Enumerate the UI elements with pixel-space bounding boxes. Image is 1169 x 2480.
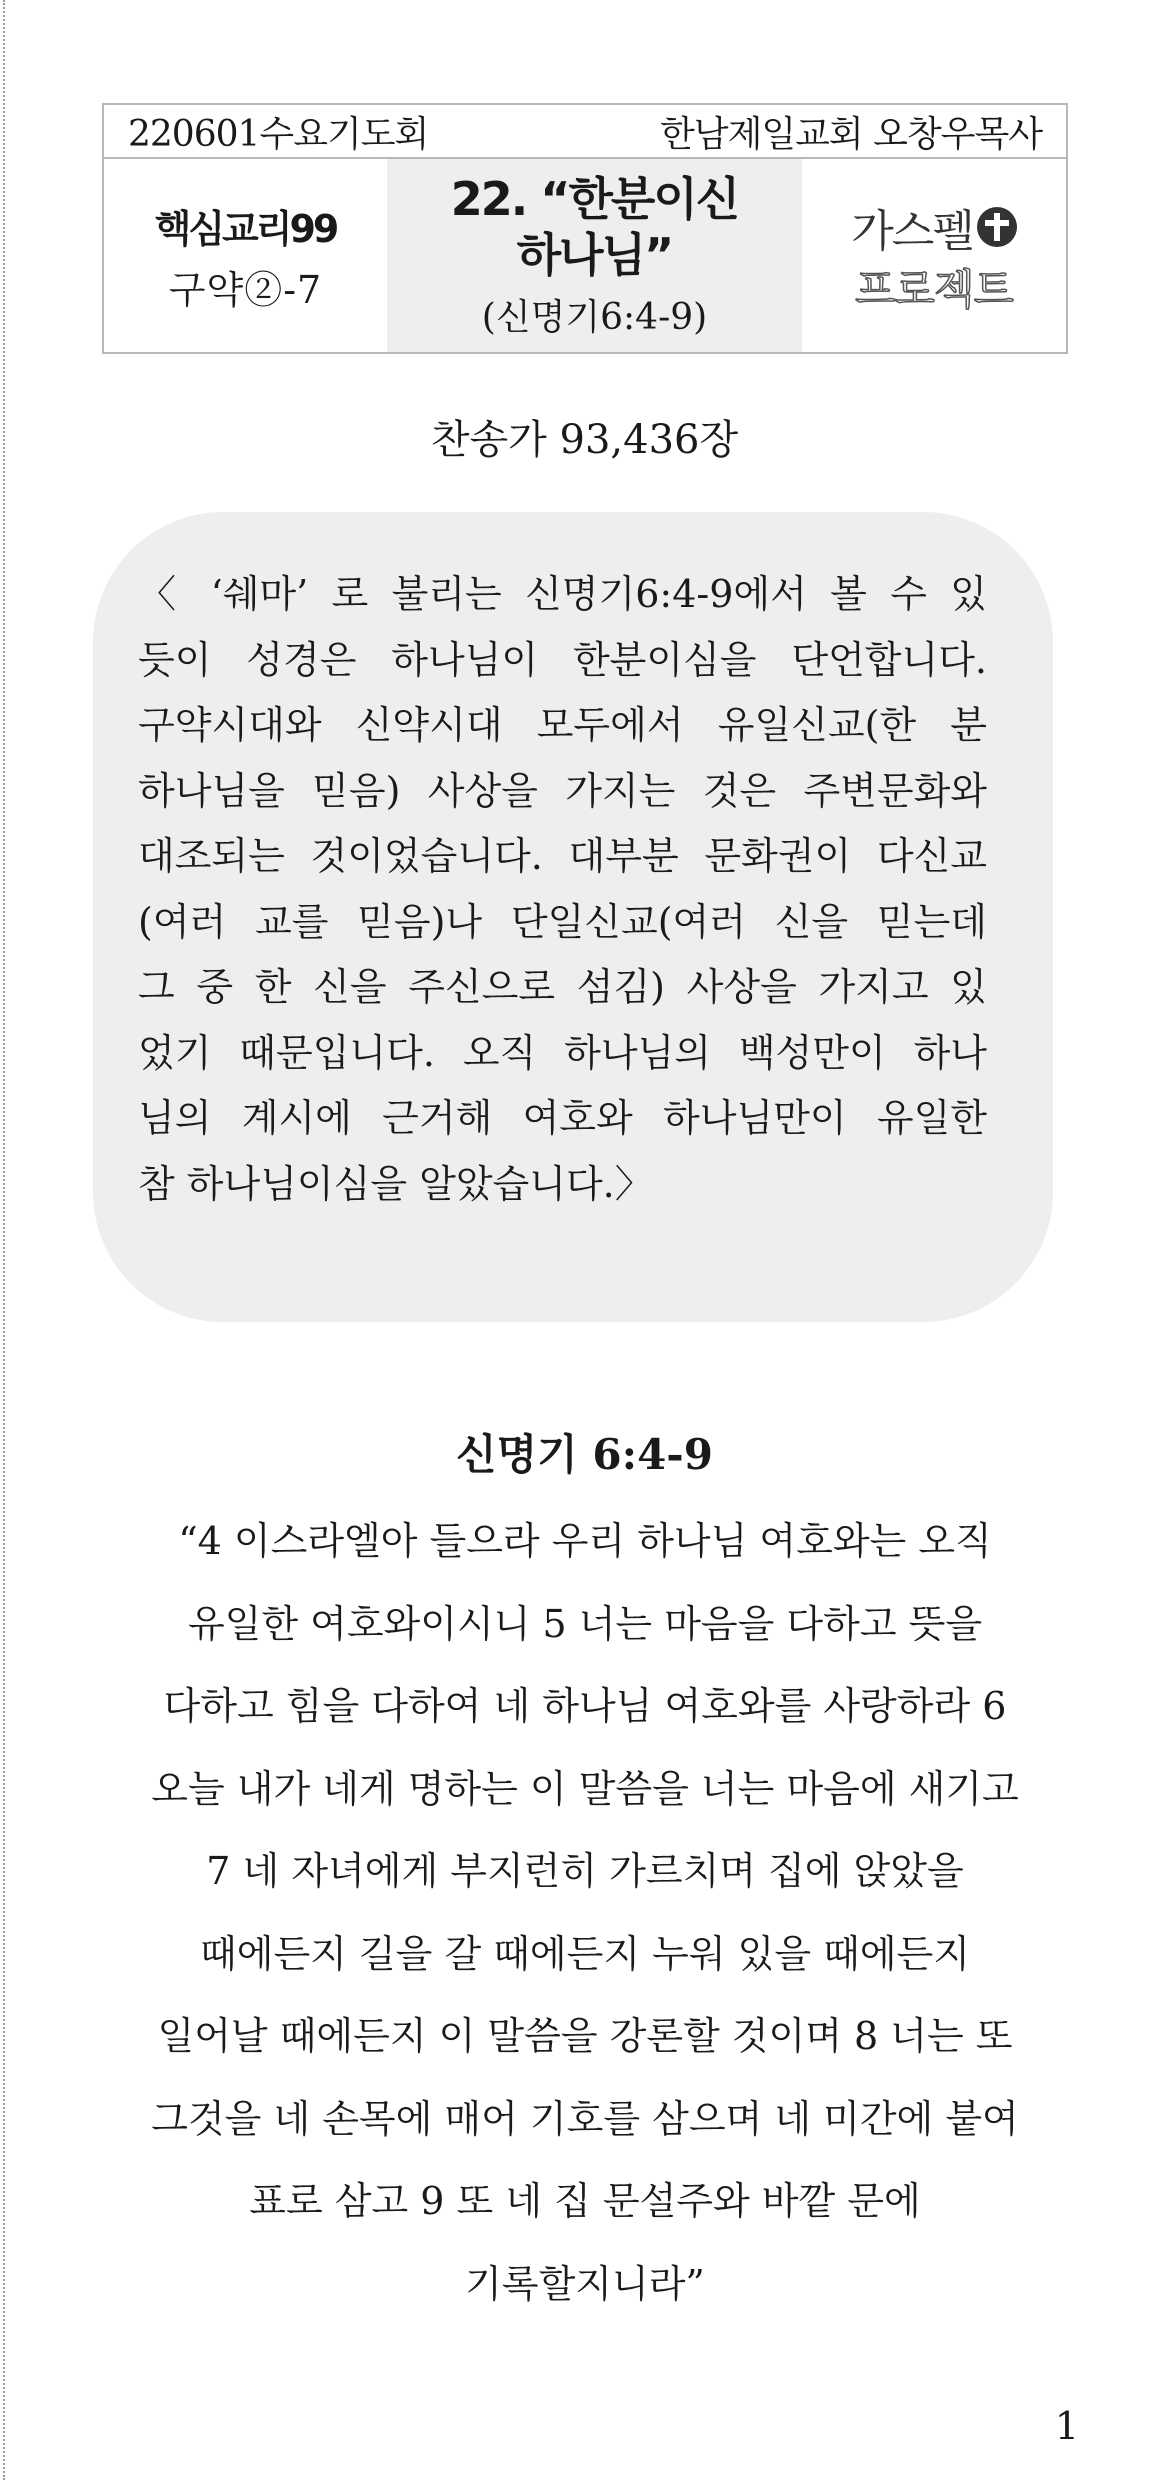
sermon-title-line2: 하나님” (516, 228, 673, 282)
summary-line: 었기 때문입니다. 오직 하나님의 백성만이 하나 (138, 1030, 987, 1075)
sermon-title-cell (387, 159, 802, 352)
summary-line: 그 중 한 신을 주신으로 섬김) 사상을 가지고 있 (138, 965, 987, 1009)
header-bottom-row (104, 159, 1066, 352)
scripture-line: 오늘 내가 네게 명하는 이 말씀을 너는 마음에 새기고 (151, 1766, 1019, 1811)
summary-line: 대조되는 것이었습니다. 대부분 문화권이 다신교 (138, 834, 987, 878)
series-name: 핵심교리99 (154, 206, 337, 251)
cross-icon (977, 207, 1017, 247)
summary-line: (여러 교를 믿음)나 단일신교(여러 신을 믿는데 (138, 899, 987, 944)
scripture-line: 그것을 네 손목에 매어 기호를 삼으며 네 미간에 붙여 (151, 2096, 1019, 2141)
summary-line: 님의 계시에 근거해 여호와 하나님만이 유일한 (138, 1096, 987, 1140)
header-table (102, 103, 1068, 354)
logo-cell (802, 159, 1066, 352)
series-cell (104, 159, 387, 352)
service-date: 220601수요기도회 (128, 113, 429, 155)
summary-line: 구약시대와 신약시대 모두에서 유일신교(한 분 (138, 703, 987, 747)
header-top-row (104, 105, 1066, 159)
church-pastor: 한남제일교회 오창우목사 (660, 113, 1042, 155)
summary-box (93, 512, 1053, 1322)
scripture-title: 신명기 6:4-9 (456, 1430, 713, 1479)
logo-text-top: 가스펠 (851, 205, 973, 257)
scripture-text (88, 1500, 1082, 2325)
gospel-project-logo (851, 195, 1017, 259)
summary-line: 듯이 성경은 하나님이 한분이심을 단언합니다. (138, 637, 987, 682)
scripture-line: 때에든지 길을 갈 때에든지 누워 있을 때에든지 (200, 1931, 970, 1976)
scripture-reference: (신명기6:4-9) (481, 297, 708, 338)
summary-line: 참 하나님이심을 알았습니다.〉 (138, 1161, 653, 1206)
series-unit: 구약②-7 (168, 267, 323, 312)
logo-text-bottom: 프로젝트 (854, 264, 1014, 314)
page-number: 1 (1054, 2404, 1079, 2448)
hymn-numbers: 찬송가 93,436장 (430, 417, 739, 463)
summary-line: 〈 ‘쉐마’ 로 불리는 신명기6:4-9에서 볼 수 있 (138, 572, 987, 616)
scripture-line: 7 네 자녀에게 부지런히 가르치며 집에 앉았을 (206, 1849, 964, 1893)
scripture-line: 표로 삼고 9 또 네 집 문설주와 바깥 문에 (249, 2179, 921, 2223)
scripture-line: 다하고 힘을 다하여 네 하나님 여호와를 사랑하라 6 (163, 1684, 1007, 1728)
scripture-line: 일어날 때에든지 이 말씀을 강론할 것이며 8 너는 또 (157, 2014, 1013, 2058)
sermon-title-line1: 22. “한분이신 (450, 172, 739, 226)
scripture-line: 기록할지니라” (465, 2261, 705, 2306)
scripture-line: 유일한 여호와이시니 5 너는 마음을 다하고 뜻을 (187, 1601, 983, 1646)
summary-line: 하나님을 믿음) 사상을 가지는 것은 주변문화와 (138, 768, 987, 813)
scripture-line: “4 이스라엘아 들으라 우리 하나님 여호와는 오직 (178, 1519, 992, 1563)
left-margin-rule (3, 0, 5, 2480)
